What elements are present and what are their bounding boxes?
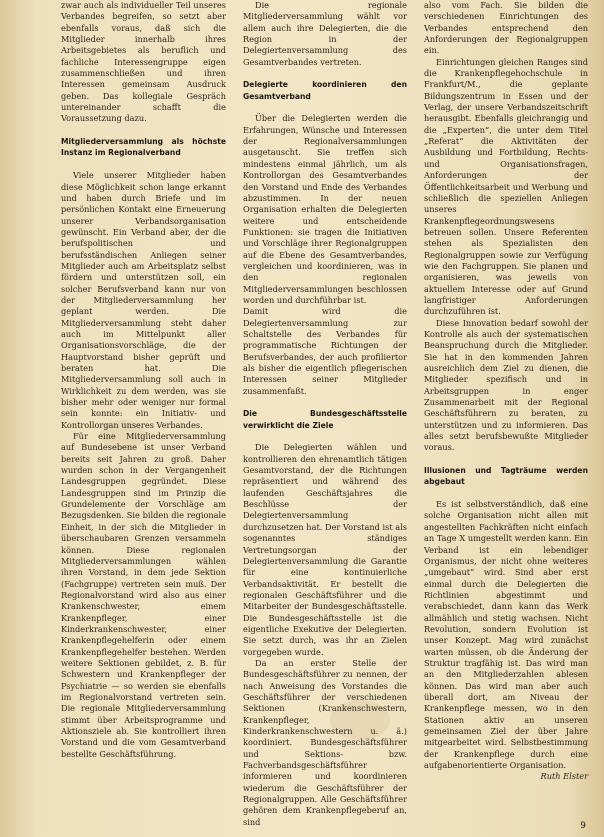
paragraph: Da an erster Stelle der Bundesgeschäftsführer zu nennen, der nach Anweisung des Vorstandes die Geschäftsführer der verschiedenen Sektionen (Krankenschwestern, Krankenpfleger, Kinderkrankenschwestern u. ä.) koordiniert. Bundesgeschäftsführer und Sektions- bzw. Fachverbandsgeschäftsführer informieren und koordinieren wiederum die Geschäftsführer der Regionalgruppen. Alle Geschäftsführer gehören dem Krankenpflegeberuf an, sind — [243, 657, 407, 827]
section-heading: Delegierte koordinieren den Gesamtverband — [243, 80, 407, 101]
text-column-2 — [243, 0, 407, 827]
text-column-3 — [424, 0, 588, 815]
section-heading: Illusionen und Tagträume werden abgebaut — [424, 466, 588, 487]
paragraph: Damit wird die Delegiertenversammlung zur Schaltstelle des Verbandes für programmatische Richtungen der Berufsverbandes, der auch profiliertor als bisher die eigentlich pflegerischen Interessen seiner Mitglieder zusammenfaßt. — [243, 306, 407, 396]
section-heading: Die Bundesgeschäftsstelle verwirklicht die Ziele — [243, 409, 407, 430]
paragraph: Die Delegierten wählen und kontrollieren den ehrenamtlich tätigen Gesamtvorstand, der die Richtungen repräsentiert und während des laufenden Geschäftsjahres die Beschlüsse der Delegiertenversammlung durchzusetzen hat. Der Vorstand ist als sogenanntes ständiges Vertretungsorgan der Delegiertenversammlung die Garantie für eine kontinuierliche Verbandsaktivität. Er bestellt die regionalen Geschäftsführer und die Mitarbeiter der Bundesgeschäftsstelle. Die Bundesgeschäftsstelle ist die eigentliche Exekutive der Delegierten. Sie setzt durch, was ihr an Zielen vorgegeben wurde. — [243, 442, 407, 657]
section-heading: Mitgliederversammlung als höchste Instanz im Regionalverband — [61, 137, 226, 158]
paragraph: Über die Delegierten werden die Erfahrungen, Wünsche und Interessen der Regionalversammlungen ausgetauscht. Sie treffen sich mindestens einmal jährlich, um als Kontrollorgan des Gesamtverbandes den Vorstand und Ende des Verbandes abzustimmen. In der neuen Organisation erhalten die Delegierten weitere und entscheidende Funktionen: sie tragen die Initiativen und Vorschläge ihrer Regionalgruppen auf die Ebene des Gesamtverbandes, vergleichen und koordinieren, was in den regionalen Mitgliederversammlungen beschlossen worden und durchführbar ist. — [243, 113, 407, 305]
paragraph: Diese Innovation bedarf sowohl der Kontrolle als auch der systematischen Beanspruchung durch die Mitglieder. Sie hat in den kommenden Jahren ausreichlich dem Ziel zu dienen, die Mitglieder spezifisch und in Arbeitsgruppen in enger Zusammenarbeit mit der Regional Geschäftsführern zu beraten, zu unterstützen und zu informieren. Das alles setzt berufsbewußte Mitglieder voraus. — [424, 317, 588, 453]
paragraph: Für eine Mitgliederversammlung auf Bundesebene ist unser Verband bereits seit Jahren zu groß. Daher wurden schon in der Vergangenheit Landesgruppen gegründet. Diese Landesgruppen sind im Prinzip die Grundelemente der Vorschläge am Bezugsdenken. Sie bilden die regionale Einheit, in der sich die Mitglieder in überschaubaren Grenzen versammeln können. Diese regionalen Mitgliederversammlungen wählen ihren Vorstand, in dem jede Sektion (Fachgruppe) vertreten sein muß. Der Regionalvorstand wird also aus einer Krankenschwester, einem Krankenpfleger, einer Kinderkrankenschwester, einer Krankenpflegehelferin oder einem Krankenpflegehelfer bestehen. Werden weitere Sektionen gebildet, z. B. für Schwestern und Krankenpfleger der Psychiatrie — so werden sie ebenfalls im Regionalvorstand vertreten sein. Die regionale Mitgliederversammlung stimmt über Arbeitsprogramme und Aktionsziele ab. Sie kontrolliert ihren Vorstand und die vom Gesamtverband bestellte Geschäftsführung. — [61, 431, 226, 759]
author-signature: Ruth Elster — [540, 771, 588, 782]
page-number: 9 — [580, 821, 586, 831]
paragraph: Einrichtungen gleichen Ranges sind die Krankenpflegehochschule in Frankfurt/M., die geplante Bildungszentrum in Essen und der Verlag, der unsere Verbandszeitschrift herausgibt. Ebenfalls gleichrangig und die „Experten“, die unter dem Titel „Referat“ die Aktivitäten der Ausbildung und Fortbildung, Rechts- und Organisationsfragen, Anforderungen der Öffentlichkeitsarbeit und Werbung und schließlich die speziellen Anliegen unseres Krankenpflegeordnungswesens betreuen sollen. Unsere Referenten stehen als Spezialisten den Regionalgruppen sowie zur Verfügung wie den Fachgruppen. Sie planen und organisieren, was jeweils von aktuellem Interesse oder auf Grund langfristiger Anforderungen durchzuführen ist. — [424, 56, 588, 317]
paragraph: Es ist selbstverständlich, daß eine solche Organisation nicht allen mit angestellten Fachkräften nicht einfach an Tage X umgestellt werden kann. Ein Verband ist ein lebendiger Organismus, der nicht ohne weiteres „umgebaut“ wird. Sind aber erst einmal durch die Delegierten die Richtlinien abgestimmt und verabschiedet, dann kann das Werk allmählich und stetig wachsen. Nicht Revolution, sondern Evolution ist unser Konzept. Mag wird zunächst warten müssen, ob die Änderung der Struktur tragfähig ist. Das wird man an den Mitgliederzahlen ablesen können. Das wird man aber auch überall dort, am Niveau der Krankenpflege messen, wo in den Stationen aktiv an unseren gemeinsamen Ziel der über Jahre mitgearbeitet wird. Selbstbestimmung der Krankenpflege durch eine aufgabenorientierte Organisation. — [424, 499, 588, 771]
paragraph: zwar auch als individueller Teil unseres Verbandes begreifen, so setzt aber ebenfalls voraus, daß sich die Mitglieder innerhalb ihres Arbeitsgebietes als beruflich und fachliche Interessengruppe eigen zusammenschließen und ihren Interessen gemeinsam Ausdruck geben. Das kollegiale Gespräch untereinander schafft die Voraussetzung dazu. — [61, 0, 226, 124]
paragraph: Viele unserer Mitglieder haben diese Möglichkeit schon lange erkannt und haben durch Briefe und im persönlichen Kontakt eine Erneuerung unserer Verbandsorganisation gewünscht. Ein Verband aber, der die berufspolitischen und berufsständischen Anliegen seiner Mitglieder auch am Arbeitsplatz selbst fördern und unterstützen soll, ein solcher Berufsverband kann nur von der Mitgliederversammlung her geplant werden. Die Mitgliederversammlung steht daher auch im Mittelpunkt aller Organisationsvorschläge, die der Hauptvorstand bisher geprüft und beraten hat. Die Mitgliederversammlung soll auch in Wirklichkeit zu dem werden, was sie bisher mehr oder weniger nur formal sein konnte: ein Initiativ- und Kontrollorgan unseres Verbandes. — [61, 170, 226, 430]
paragraph: Die regionale Mitgliederversammlung wählt vor allem auch ihre Delegierten, die die Region in der Delegiertenversammlung des Gesamtverbandes vertreten. — [243, 0, 407, 67]
text-column-1 — [61, 0, 226, 815]
paragraph: also vom Fach. Sie bilden die verschiedenen Einrichtungen des Verbandes entsprechend den Anforderungen der Regionalgruppen ein. — [424, 0, 588, 56]
